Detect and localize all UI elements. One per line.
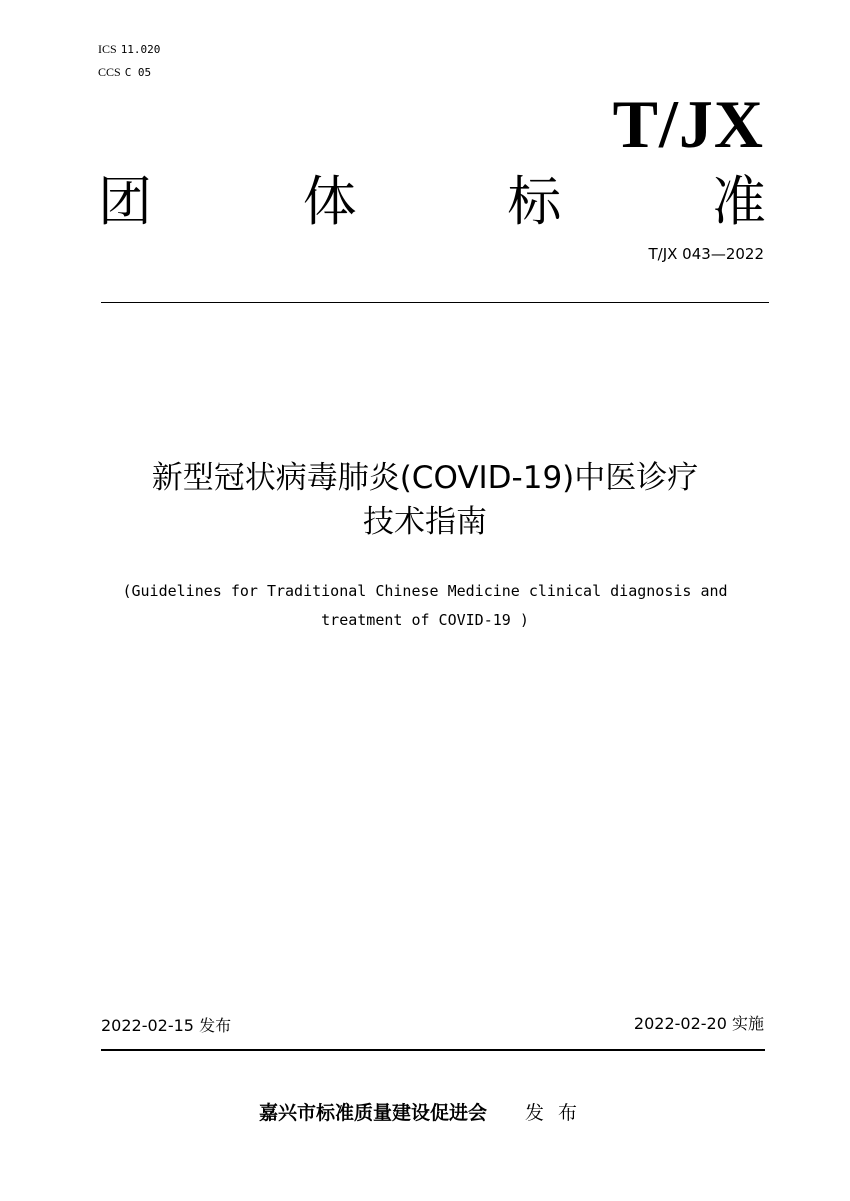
issuer-action: 发布 bbox=[525, 1102, 592, 1124]
ccs-value: C 05 bbox=[124, 66, 152, 79]
issuer-line bbox=[0, 1099, 850, 1127]
issue-date: 2022-02-15 发布 bbox=[101, 1016, 232, 1035]
organization-code: T/JX bbox=[612, 86, 764, 162]
ics-label: ICS bbox=[98, 42, 117, 56]
ics-code bbox=[98, 42, 160, 57]
standard-type-char: 体 bbox=[302, 170, 357, 233]
ccs-label: CCS bbox=[98, 65, 121, 79]
standard-type-heading bbox=[98, 170, 766, 234]
chinese-title-line-2: 技术指南 bbox=[363, 504, 487, 540]
ccs-code bbox=[98, 65, 151, 80]
chinese-title-line-1: 新型冠状病毒肺炎(COVID-19)中医诊疗 bbox=[151, 460, 699, 496]
standard-number: T/JX 043—2022 bbox=[648, 245, 764, 263]
top-divider bbox=[101, 302, 769, 303]
ics-value: 11.020 bbox=[120, 43, 161, 56]
chinese-title bbox=[60, 456, 790, 544]
issuer-name: 嘉兴市标准质量建设促进会 bbox=[258, 1102, 487, 1124]
english-title bbox=[40, 577, 810, 635]
english-title-line-2: treatment of COVID-19 ) bbox=[321, 611, 529, 629]
standard-type-char: 团 bbox=[98, 170, 152, 233]
implementation-date: 2022-02-20 实施 bbox=[633, 1014, 764, 1033]
bottom-divider bbox=[101, 1049, 765, 1051]
standard-type-char: 准 bbox=[711, 170, 766, 233]
standard-type-char: 标 bbox=[507, 170, 562, 233]
english-title-line-1: (Guidelines for Traditional Chinese Medicine clinical diagnosis and bbox=[122, 582, 728, 600]
